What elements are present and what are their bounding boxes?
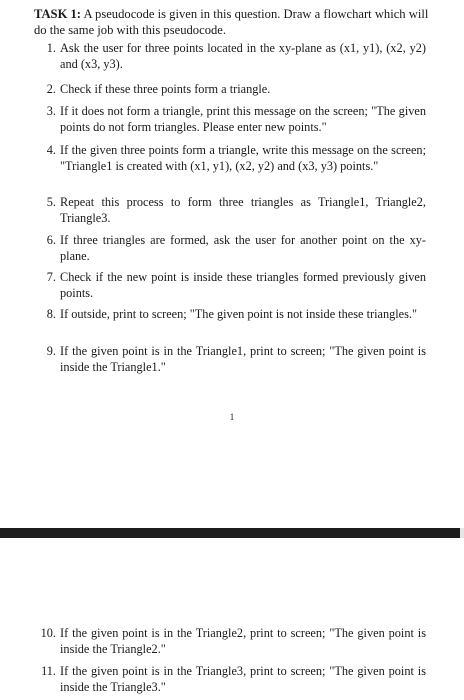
- item-number: 6.: [46, 233, 56, 247]
- item-number: 7.: [46, 270, 56, 284]
- item-number: 11.: [41, 664, 56, 678]
- item-number: 4.: [46, 143, 56, 157]
- item-text: Check if the new point is inside these triangles formed previously given points.: [60, 270, 426, 300]
- item-number: 8.: [46, 307, 56, 321]
- item-number: 1.: [46, 41, 56, 55]
- item-text: Repeat this process to form three triangles as Triangle1, Triangle2, Triangle3.: [60, 195, 426, 225]
- item-text: If it does not form a triangle, print this message on the screen; "The given points do not form triangles. Please enter new points.": [60, 104, 426, 134]
- item-text: Check if these three points form a triangle.: [60, 82, 271, 96]
- list-item: [38, 307, 426, 323]
- item-number: 3.: [46, 104, 56, 118]
- item-text: If three triangles are formed, ask the user for another point on the xy-plane.: [60, 233, 426, 263]
- page-2: [0, 538, 464, 700]
- item-text: Ask the user for three points located in the xy-plane as (x1, y1), (x2, y2) and (x3, y3).: [60, 41, 426, 71]
- list-item: [38, 626, 426, 658]
- list-item: [38, 82, 426, 98]
- task-label: TASK 1:: [34, 7, 81, 21]
- task-description: A pseudocode is given in this question. Draw a flowchart which will do the same job with this pseudocode.: [34, 7, 429, 37]
- list-item: [38, 270, 426, 302]
- list-item: [38, 664, 426, 696]
- item-number: 5.: [46, 195, 56, 209]
- list-item: [38, 233, 426, 265]
- item-text: If outside, print to screen; "The given point is not inside these triangles.": [60, 307, 418, 321]
- item-text: If the given point is in the Triangle1, print to screen; "The given point is inside the Triangle1.": [60, 344, 426, 374]
- list-item: [38, 143, 426, 175]
- list-item: [38, 41, 426, 73]
- item-text: If the given three points form a triangle, write this message on the screen; "Triangle1 is created with (x1, y1), (x2, y2) and (x3, y3) points.": [60, 143, 426, 173]
- page-divider: [0, 528, 464, 538]
- page-number: 1: [229, 412, 235, 422]
- item-text: If the given point is in the Triangle3, print to screen; "The given point is inside the Triangle3.": [60, 664, 426, 694]
- item-number: 10.: [40, 626, 56, 640]
- item-text: If the given point is in the Triangle2, print to screen; "The given point is inside the Triangle2.": [60, 626, 426, 656]
- item-number: 9.: [46, 344, 56, 358]
- list-item: [38, 195, 426, 227]
- item-number: 2.: [46, 82, 56, 96]
- list-item: [38, 104, 426, 136]
- list-item: [38, 344, 426, 376]
- task-header: [34, 6, 438, 38]
